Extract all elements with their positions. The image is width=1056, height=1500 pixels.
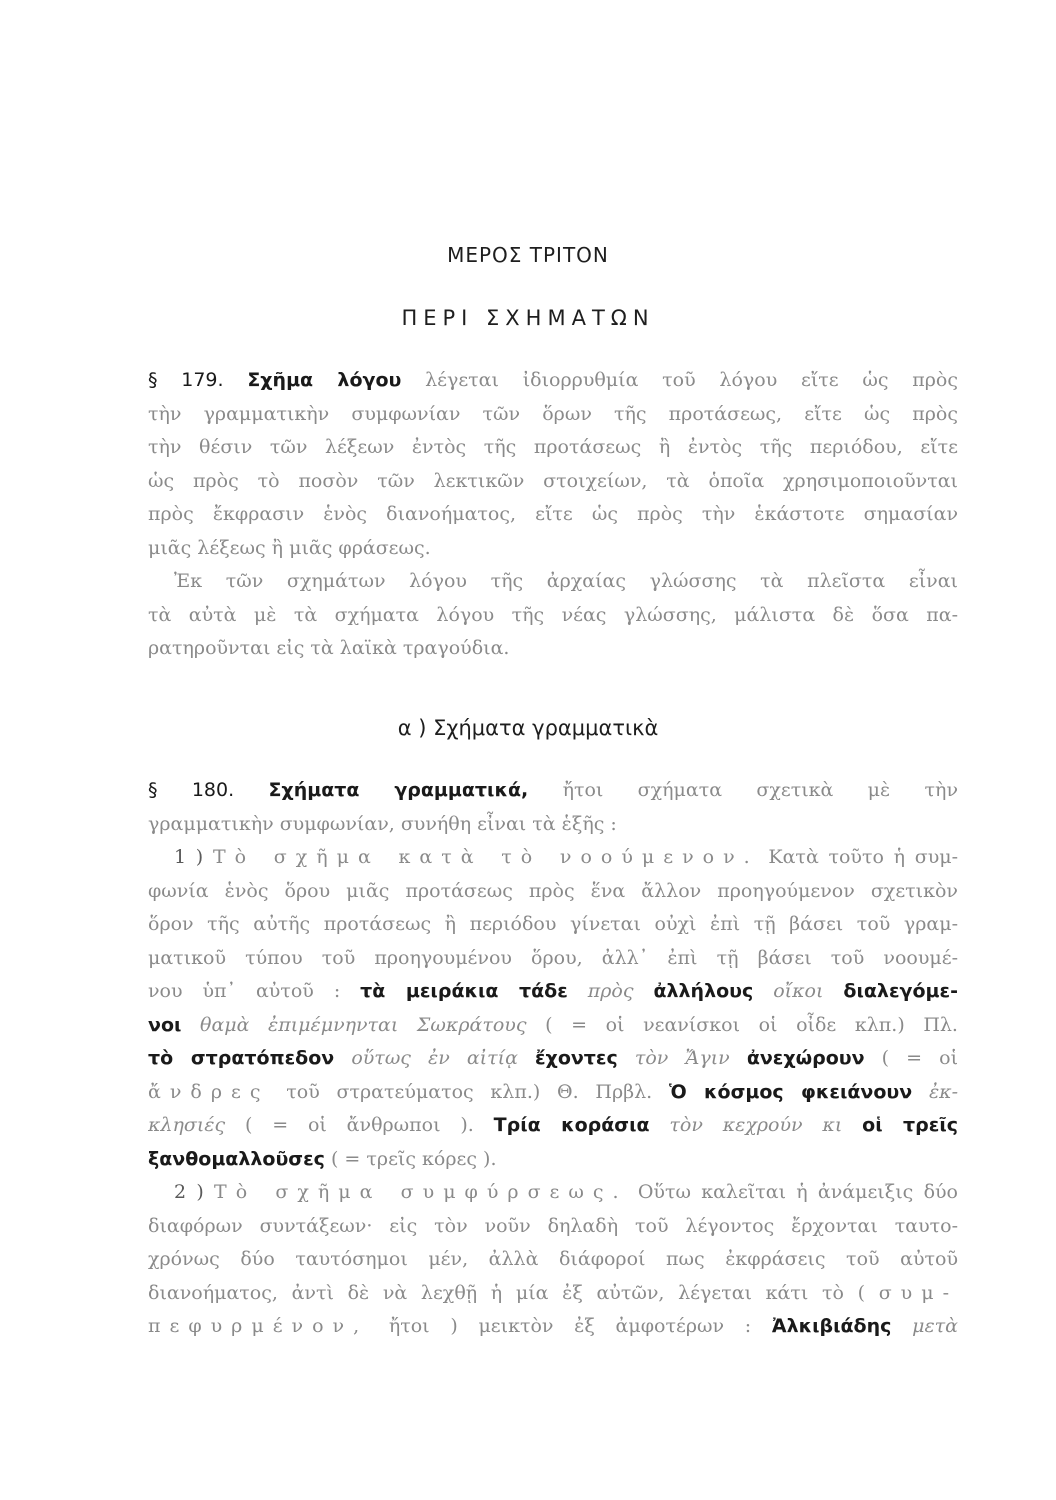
item-term: Τὸ σχῆμα συμφύρσεως. xyxy=(214,1181,628,1203)
chapter-title: ΠΕΡΙ ΣΧΗΜΑΤΩΝ xyxy=(401,306,655,330)
example-italic: οἴκοι xyxy=(773,980,824,1002)
line-text: ἤτοι ) μεικτὸν ἐξ ἀμφοτέρων : xyxy=(388,1315,752,1337)
example-italic: μετὰ xyxy=(912,1315,958,1337)
line-text: ( = οἱ ἄνθρωποι ). xyxy=(244,1114,474,1136)
example-phrase: τὰ μειράκια τάδε xyxy=(360,980,568,1002)
section-180 xyxy=(148,774,958,1344)
example-phrase: νοι xyxy=(148,1013,182,1036)
paragraph-line: διαφόρων συντάξεων· εἰς τὸν νοῦν δηλαδὴ τοῦ λέγοντος ἔρχονται ταυτο- xyxy=(148,1214,958,1237)
paragraph-line xyxy=(148,1076,958,1110)
paragraph-line: γραμματικὴν συμφωνίαν, συνήθη εἶναι τὰ ἑξῆς : xyxy=(148,812,617,835)
example-phrase: ξανθομαλλοῦσες xyxy=(148,1147,325,1170)
line-text: συμ- xyxy=(878,1281,958,1304)
item-term: Τὸ σχῆμα κατὰ τὸ νοούμενον. xyxy=(212,846,759,868)
section-number: § 179. xyxy=(148,369,224,391)
example-phrase: Ἀλκιβιάδης xyxy=(771,1315,892,1337)
paragraph-line xyxy=(148,975,958,1009)
section-number: § 180. xyxy=(148,779,235,801)
section-term: Σχῆμα λόγου xyxy=(247,369,402,391)
paragraph-line xyxy=(148,1143,958,1177)
line-text: οἶδε κλπ.) Πλ. xyxy=(796,1013,958,1036)
line-text: Οὕτω καλεῖται ἡ ἀνάμειξις δύο xyxy=(637,1181,958,1203)
line-text: ἤτοι σχήματα σχετικὰ μὲ τὴν xyxy=(562,779,958,801)
paragraph-line: ματικοῦ τύπου τοῦ προηγουμένου ὅρου, ἀλλ᾽ ἐπὶ τῇ βάσει τοῦ νοουμέ- xyxy=(148,946,958,969)
line-text: διανοήματος, ἀντὶ δὲ νὰ λεχθῇ ἡ μία ἐξ αὐτῶν, λέγεται κάτι τὸ ( xyxy=(148,1281,866,1304)
part-title: ΜΕΡΟΣ ΤΡΙΤΟΝ xyxy=(447,243,609,267)
line-text: ἄνδρες xyxy=(148,1080,270,1103)
example-phrase: διαλεγόμε- xyxy=(843,980,958,1002)
paragraph-line xyxy=(148,1310,958,1344)
paragraph-line: φωνία ἑνὸς ὅρου μιᾶς προτάσεως πρὸς ἕνα ἄλλον προηγούμενον σχετικὸν xyxy=(148,879,958,902)
paragraph-line: μιᾶς λέξεως ἢ μιᾶς φράσεως. xyxy=(148,536,431,559)
example-phrase: τὸ στρατόπεδον xyxy=(148,1047,335,1069)
line-text: ( = οἱ νεανίσκοι οἱ xyxy=(545,1013,778,1036)
paragraph-line xyxy=(148,1109,958,1143)
line-text: νου ὑπ᾽ αὐτοῦ : xyxy=(148,980,341,1002)
example-italic: πρὸς xyxy=(587,980,634,1002)
example-phrase: Τρία κοράσια xyxy=(493,1114,650,1136)
section-term: Σχήματα γραμματικά, xyxy=(268,779,529,801)
example-italic: τὸν Ἄγιν xyxy=(634,1047,730,1069)
paragraph-line: ὅρον τῆς αὐτῆς προτάσεως ἢ περιόδου γίνεται οὐχὶ ἐπὶ τῇ βάσει τοῦ γραμ- xyxy=(148,913,958,935)
paragraph-line xyxy=(148,1042,958,1076)
example-phrase: ἔχοντες xyxy=(534,1047,618,1069)
line-text: Κατὰ τοῦτο ἡ συμ- xyxy=(768,846,958,868)
paragraph-line: πρὸς ἔκφρασιν ἑνὸς διανοήματος, εἴτε ὡς πρὸς τὴν ἑκάστοτε σημασίαν xyxy=(148,503,958,525)
line-text: πεφυρμένον, xyxy=(148,1315,369,1337)
line-text: λέγεται ἰδιορρυθμία τοῦ λόγου εἴτε ὡς πρὸς xyxy=(425,369,958,391)
item-number: 1 ) xyxy=(174,846,204,868)
paragraph-line: τὴν θέσιν τῶν λέξεων ἐντὸς τῆς προτάσεως ἢ ἐντὸς τῆς περιόδου, εἴτε xyxy=(148,436,958,458)
example-italic: κλησιές xyxy=(148,1114,226,1136)
paragraph-line: ὡς πρὸς τὸ ποσὸν τῶν λεκτικῶν στοιχείων, τὰ ὁποῖα χρησιμοποιοῦνται xyxy=(148,469,958,492)
example-italic: οὕτως ἐν αἰτίᾳ xyxy=(351,1047,518,1069)
paragraph-line xyxy=(148,364,958,398)
example-phrase: οἱ τρεῖς xyxy=(862,1114,958,1136)
paragraph-line xyxy=(148,1277,958,1311)
example-phrase: ἀλλήλους xyxy=(653,980,754,1002)
example-italic: ἐκ- xyxy=(928,1080,958,1103)
section-title: α ) Σχήματα γραμματικὰ xyxy=(397,716,659,740)
paragraph-line xyxy=(148,774,958,808)
paragraph-line xyxy=(148,841,958,875)
example-phrase: Ὁ κόσμος φκειάνουν xyxy=(668,1080,913,1103)
paragraph-line xyxy=(148,1009,958,1043)
line-text: ( = τρεῖς κόρες ). xyxy=(330,1147,497,1170)
example-italic: θαμὰ ἐπιμέμνηνται Σωκράτους xyxy=(200,1013,527,1036)
paragraph-line: τὰ αὐτὰ μὲ τὰ σχήματα λόγου τῆς νέας γλώσσης, μάλιστα δὲ ὅσα πα- xyxy=(148,603,958,626)
paragraph-line: τὴν γραμματικὴν συμφωνίαν τῶν ὅρων τῆς προτάσεως, εἴτε ὡς πρὸς xyxy=(148,402,958,425)
section-179 xyxy=(148,364,958,666)
line-text: τοῦ στρατεύματος κλπ.) Θ. Πρβλ. xyxy=(286,1080,653,1103)
example-italic: τὸν κεχρούν κι xyxy=(669,1114,843,1136)
item-number: 2 ) xyxy=(174,1181,204,1203)
example-phrase: ἀνεχώρουν xyxy=(746,1047,865,1069)
paragraph-line: χρόνως δύο ταυτόσημοι μέν, ἀλλὰ διάφοροί πως ἐκφράσεις τοῦ αὐτοῦ xyxy=(148,1248,958,1270)
paragraph-line xyxy=(148,1176,958,1210)
line-text: ( = οἱ xyxy=(881,1047,958,1069)
paragraph-line: Ἐκ τῶν σχημάτων λόγου τῆς ἀρχαίας γλώσσης τὰ πλεῖστα εἶναι xyxy=(174,570,958,592)
paragraph-line: ρατηροῦνται εἰς τὰ λαϊκὰ τραγούδια. xyxy=(148,637,510,659)
